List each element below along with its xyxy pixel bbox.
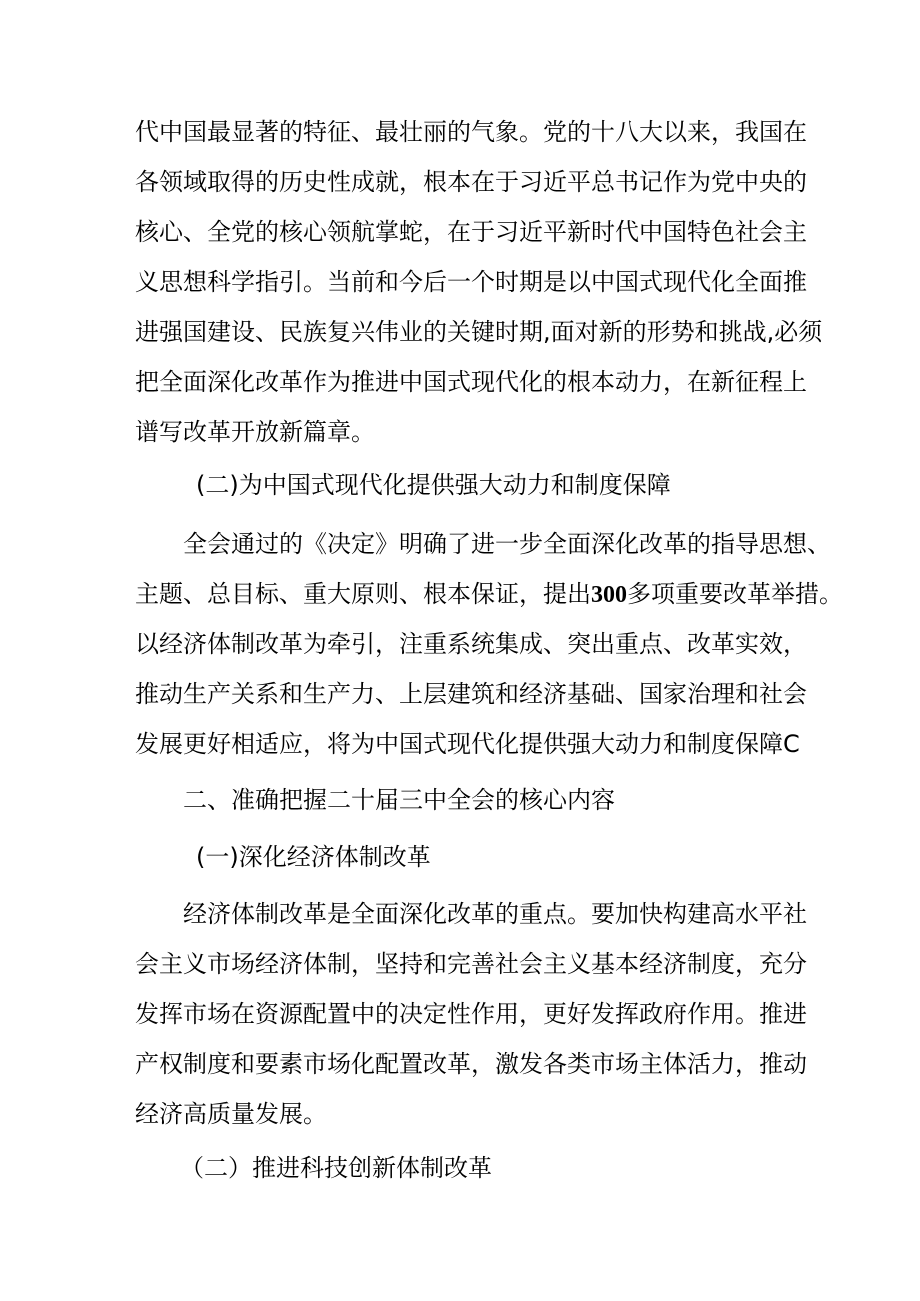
subheading-2b: （二）推进科技创新体制改革 bbox=[180, 1154, 492, 1182]
text-segment: 主题、总目标、重大原则、根本保证，提出 bbox=[135, 580, 591, 608]
text-line bbox=[135, 579, 843, 610]
section-heading-2: 二、准确把握二十届三中全会的核心内容 bbox=[183, 786, 615, 814]
text-line: 核心、全党的核心领航掌蛇，在于习近平新时代中国特色社会主 bbox=[135, 218, 807, 246]
text-line: 会主义市场经济体制，坚持和完善社会主义基本经济制度，充分 bbox=[135, 950, 807, 978]
text-segment: 多项重要改革举措。 bbox=[627, 580, 843, 608]
subheading-2: (二)为中国式现代化提供强大动力和制度保障 bbox=[196, 471, 671, 499]
text-line: 经济高质量发展。 bbox=[135, 1100, 327, 1128]
text-line: 进强国建设、民族复兴伟业的关键时期,面对新的形势和挑战,必须 bbox=[135, 318, 823, 346]
text-line: 把全面深化改革作为推进中国式现代化的根本动力，在新征程上 bbox=[135, 368, 807, 396]
text-line: 以经济体制改革为牵引，注重系统集成、突出重点、改革实效， bbox=[135, 630, 807, 658]
text-line: 发展更好相适应，将为中国式现代化提供强大动力和制度保障C bbox=[135, 730, 800, 758]
text-line: 经济体制改革是全面深化改革的重点。要加快构建高水平社 bbox=[183, 900, 807, 928]
text-line: 推动生产关系和生产力、上层建筑和经济基础、国家治理和社会 bbox=[135, 680, 807, 708]
text-line: 全会通过的《决定》明确了进一步全面深化改革的指导思想、 bbox=[183, 530, 831, 558]
number-300: 300 bbox=[591, 582, 627, 608]
text-line: 产权制度和要素市场化配置改革，激发各类市场主体活力，推动 bbox=[135, 1050, 807, 1078]
subheading-1: (一)深化经济体制改革 bbox=[196, 843, 431, 871]
text-line: 发挥市场在资源配置中的决定性作用，更好发挥政府作用。推进 bbox=[135, 1000, 807, 1028]
text-line: 代中国最显著的特征、最壮丽的气象。党的十八大以来，我国在 bbox=[135, 118, 807, 146]
text-line: 各领域取得的历史性成就，根本在于习近平总书记作为党中央的 bbox=[135, 168, 807, 196]
text-line: 谱写改革开放新篇章。 bbox=[135, 418, 375, 446]
text-line: 义思想科学指引。当前和今后一个时期是以中国式现代化全面推 bbox=[135, 268, 807, 296]
